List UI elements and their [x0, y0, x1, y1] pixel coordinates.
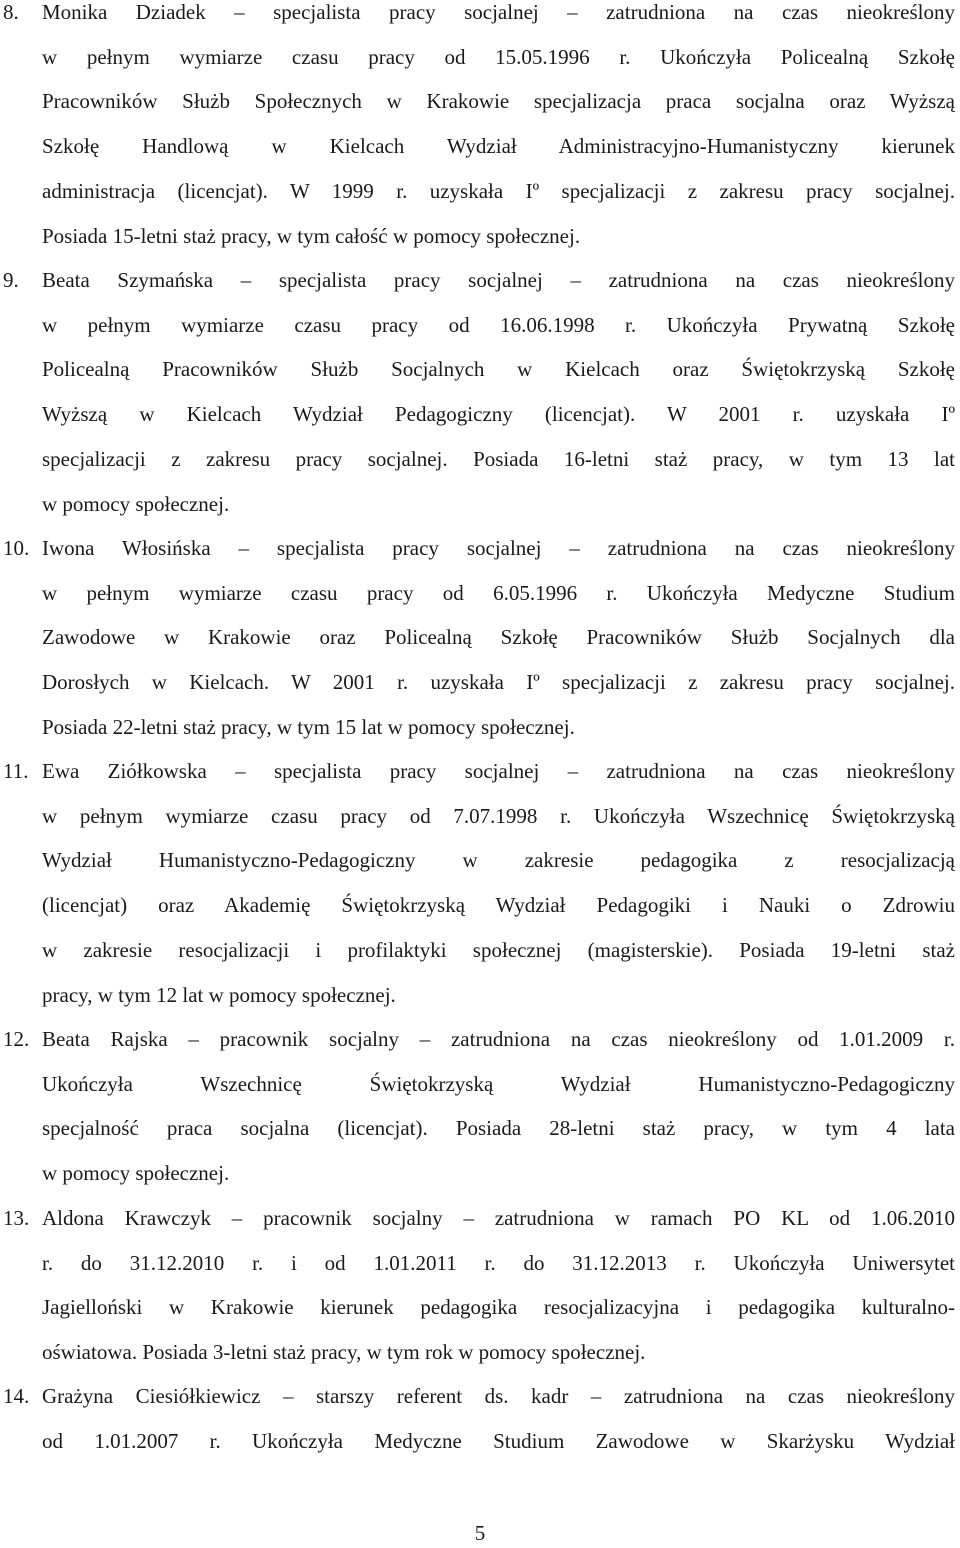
text-line: w zakresie resocjalizacji i profilaktyki społecznej (magisterskie). Posiada 19-letni staż: [42, 937, 955, 962]
text-line: Dorosłych w Kielcach. W 2001 r. uzyskała Iº specjalizacji z zakresu pracy socjalnej.: [42, 670, 955, 695]
page-number: 5: [474, 1521, 486, 1545]
item-number: 10.: [3, 536, 30, 560]
text-line: Pracowników Służb Społecznych w Krakowie specjalizacja praca socjalna oraz Wyższą: [42, 89, 955, 114]
text-line: Wyższą w Kielcach Wydział Pedagogiczny (licencjat). W 2001 r. uzyskała Iº: [42, 402, 955, 427]
text-line: w pełnym wymiarze czasu pracy od 16.06.1998 r. Ukończyła Prywatną Szkołę: [42, 312, 955, 337]
text-line: Aldona Krawczyk – pracownik socjalny – zatrudniona w ramach PO KL od 1.06.2010: [42, 1206, 955, 1230]
text-line: w pełnym wymiarze czasu pracy od 6.05.1996 r. Ukończyła Medyczne Studium: [42, 580, 955, 605]
text-line: Monika Dziadek – specjalista pracy socjalnej – zatrudniona na czas nieokreślony: [42, 0, 955, 24]
text-line: Szkołę Handlową w Kielcach Wydział Administracyjno-Humanistyczny kierunek: [42, 134, 955, 159]
text-line: r. do 31.12.2010 r. i od 1.01.2011 r. do 31.12.2013 r. Ukończyła Uniwersytet: [42, 1250, 955, 1275]
text-line: administracja (licencjat). W 1999 r. uzyskała Iº specjalizacji z zakresu pracy socjalnej.: [42, 178, 955, 203]
text-line: Beata Szymańska – specjalista pracy socjalnej – zatrudniona na czas nieokreślony: [42, 268, 955, 292]
item-number: 13.: [3, 1206, 30, 1230]
text-line: Policealną Pracowników Służb Socjalnych w Kielcach oraz Świętokrzyską Szkołę: [42, 357, 955, 382]
text-line: oświatowa. Posiada 3-letni staż pracy, w tym rok w pomocy społecznej.: [42, 1340, 646, 1365]
text-line: w pełnym wymiarze czasu pracy od 15.05.1996 r. Ukończyła Policealną Szkołę: [42, 44, 955, 69]
item-number: 12.: [3, 1027, 30, 1051]
item-number: 9.: [3, 268, 19, 292]
text-line: Ukończyła Wszechnicę Świętokrzyską Wydział Humanistyczno-Pedagogiczny: [42, 1071, 955, 1096]
text-line: Grażyna Ciesiółkiewicz – starszy referent ds. kadr – zatrudniona na czas nieokreślony: [42, 1384, 955, 1408]
text-line: Posiada 22-letni staż pracy, w tym 15 lat w pomocy społecznej.: [42, 714, 575, 739]
text-line: w pomocy społecznej.: [42, 1161, 230, 1186]
item-number: 11.: [3, 759, 29, 783]
text-line: Ewa Ziółkowska – specjalista pracy socjalnej – zatrudniona na czas nieokreślony: [42, 759, 955, 783]
text-line: od 1.01.2007 r. Ukończyła Medyczne Studium Zawodowe w Skarżysku Wydział: [42, 1428, 955, 1453]
text-line: specjalność praca socjalna (licencjat). Posiada 28-letni staż pracy, w tym 4 lata: [42, 1116, 955, 1141]
text-line: specjalizacji z zakresu pracy socjalnej. Posiada 16-letni staż pracy, w tym 13 lat: [42, 446, 955, 471]
text-line: w pomocy społecznej.: [42, 491, 230, 516]
item-number: 14.: [3, 1384, 30, 1408]
text-line: Iwona Włosińska – specjalista pracy socjalnej – zatrudniona na czas nieokreślony: [42, 536, 955, 560]
text-line: w pełnym wymiarze czasu pracy od 7.07.1998 r. Ukończyła Wszechnicę Świętokrzyską: [42, 803, 955, 828]
text-line: Beata Rajska – pracownik socjalny – zatrudniona na czas nieokreślony od 1.01.2009 r.: [42, 1027, 955, 1051]
item-number: 8.: [3, 0, 19, 24]
text-line: Wydział Humanistyczno-Pedagogiczny w zakresie pedagogika z resocjalizacją: [42, 848, 955, 873]
text-line: Zawodowe w Krakowie oraz Policealną Szkołę Pracowników Służb Socjalnych dla: [42, 625, 955, 650]
text-line: Posiada 15-letni staż pracy, w tym całość w pomocy społecznej.: [42, 223, 581, 248]
text-line: (licencjat) oraz Akademię Świętokrzyską Wydział Pedagogiki i Nauki o Zdrowiu: [42, 893, 955, 918]
text-line: pracy, w tym 12 lat w pomocy społecznej.: [42, 982, 396, 1007]
text-line: Jagielloński w Krakowie kierunek pedagogika resocjalizacyjna i pedagogika kulturalno-: [42, 1295, 955, 1320]
